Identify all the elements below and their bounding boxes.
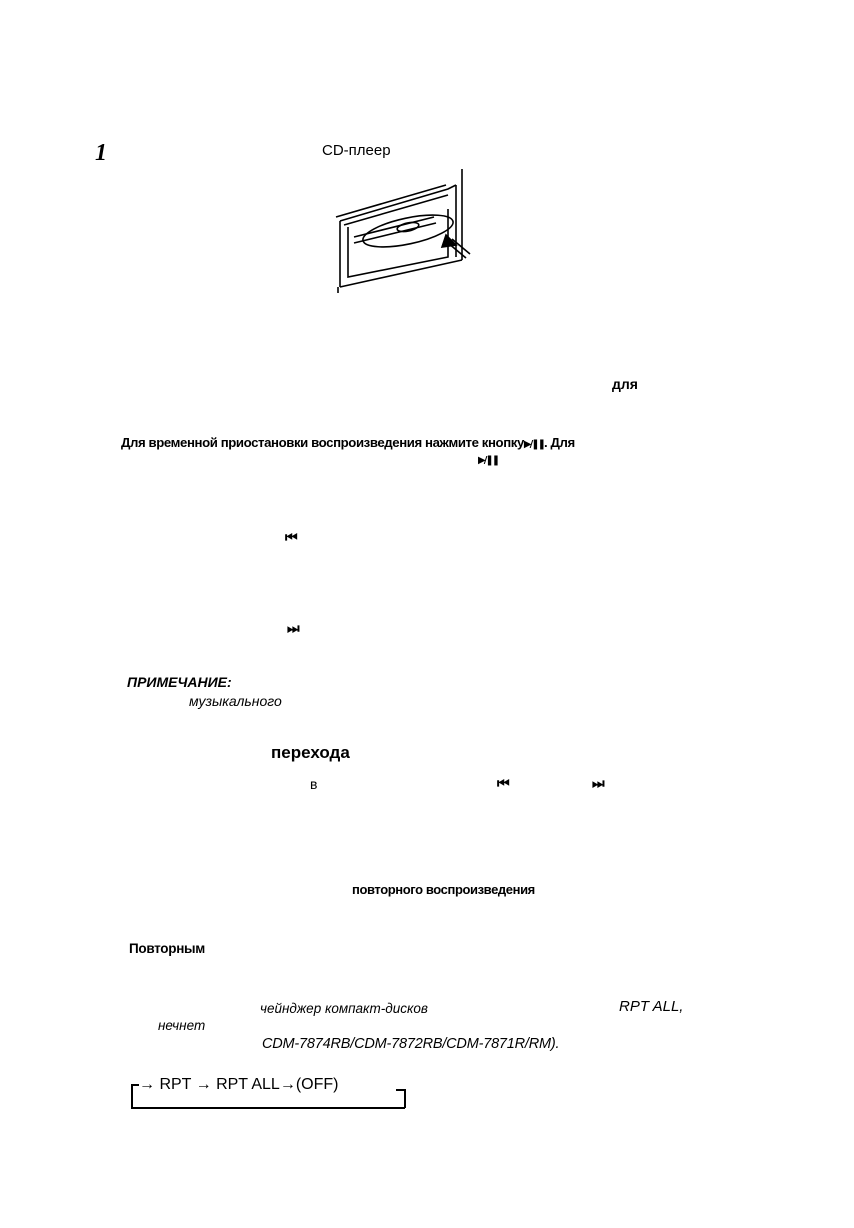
note-word: музыкального [189,693,282,709]
cycle-bottom-rail [131,1107,405,1109]
pause-instruction [121,436,575,450]
note-title: ПРИМЕЧАНИЕ: [127,674,232,690]
rpt-all-text: RPT ALL, [619,998,684,1015]
step-number: 1 [95,140,107,166]
previous-track-icon: ⏮ [285,530,296,546]
previous-track-icon-2: ⏮ [497,776,508,792]
cycle-right-stub [396,1089,405,1091]
pause-instruction-text: Для временной приостановки воспроизведения нажмите кнопку [121,435,524,450]
cycle-left-rail [131,1084,133,1108]
cycle-item-rpt: RPT [159,1076,192,1093]
dlya-label: для [612,376,638,392]
repeat-word: Повторным [129,941,205,956]
models-text: CDM-7874RB/CDM-7872RB/CDM-7871R/RM). [262,1036,560,1052]
nachnet-text: нечнет [158,1018,206,1033]
cycle-item-rpt-all: RPT ALL [216,1076,280,1093]
cycle-arrow-3: → [279,1076,296,1093]
figure-caption: CD-плеер [322,142,391,159]
cycle-item-off: (OFF) [295,1076,339,1093]
v-letter: в [310,776,318,792]
cd-player-illustration [330,165,480,295]
repeat-heading: повторного воспроизведения [352,882,535,897]
play-pause-icon-2: ▶/❚❚ [478,455,499,466]
cycle-arrow-2: → [195,1076,212,1093]
section-heading: перехода [271,743,350,762]
cycle-arrow-1: → [139,1076,155,1093]
cycle-sequence [139,1077,338,1093]
cycle-left-stub [131,1084,139,1086]
repeat-cycle-diagram [131,1074,421,1114]
changer-text: чейнджер компакт-дисков [260,1001,428,1016]
next-track-icon: ⏭ [287,621,298,637]
cycle-right-rail [404,1089,406,1108]
pause-instruction-tail: . Для [544,435,575,450]
next-track-icon-2: ⏭ [592,776,603,792]
play-pause-icon: ▶/❚❚ [523,439,545,450]
